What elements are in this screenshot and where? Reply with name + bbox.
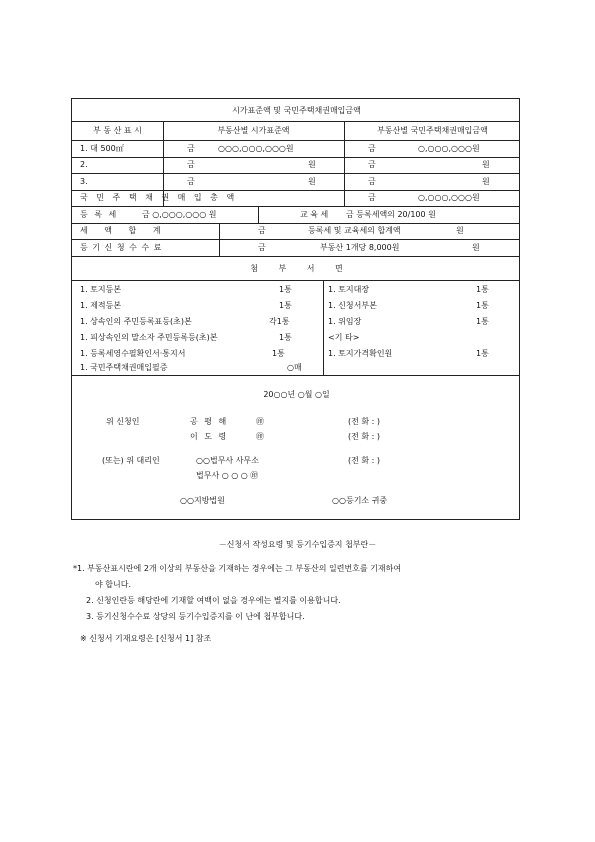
- tax-sum-label: 세 액 합 계: [80, 226, 161, 235]
- table-line: [72, 206, 519, 207]
- row-1-property: 1. 대 500㎡: [80, 144, 124, 153]
- education-tax-label: 교 육 세: [300, 210, 329, 219]
- row-2-bond-prefix: 금: [368, 160, 376, 169]
- attachment-right-3-count: 1통: [476, 317, 489, 326]
- attachment-left-2: 1. 제적등본: [80, 301, 122, 310]
- attachment-left-6-count: ○매: [287, 363, 302, 372]
- table-line: [72, 256, 519, 257]
- row-3-value-prefix: 금: [187, 177, 195, 186]
- table-line: [72, 157, 519, 158]
- tax-sum-prefix: 금: [258, 226, 266, 235]
- tax-sum-value: 등록세 및 교육세의 합계액: [308, 226, 401, 235]
- row-3-bond: 원: [482, 177, 490, 186]
- row-2-bond: 원: [482, 160, 490, 169]
- application-date: 20○○년 ○월 ○일: [263, 390, 330, 399]
- registration-tax-label: 등 록 세: [80, 210, 117, 219]
- agent-office: ○○법무사 사무소: [196, 456, 259, 465]
- row-2-property: 2.: [80, 160, 88, 169]
- attachment-right-5: 1. 토지가격확인원: [328, 349, 393, 358]
- table-line: [258, 206, 259, 223]
- row-3-property: 3.: [80, 177, 88, 186]
- attachment-right-2-count: 1통: [476, 301, 489, 310]
- education-tax-value: 금 등록세액의 20/100 원: [346, 210, 436, 219]
- attachment-left-2-count: 1통: [279, 301, 292, 310]
- table-title: 시가표준액 및 국민주택채권매입금액: [232, 106, 361, 115]
- attachment-left-3: 1. 상속인의 주민등록표등(초)본: [80, 317, 192, 326]
- row-3-bond-prefix: 금: [368, 177, 376, 186]
- tax-sum-unit: 원: [456, 226, 464, 235]
- row-2-value: 원: [308, 160, 316, 169]
- applicant-1-phone: (전 화 : ): [348, 417, 381, 426]
- attachment-right-1: 1. 토지대장: [328, 285, 370, 294]
- fee-label: 등 기 신 청 수 수 료: [80, 243, 162, 252]
- total-bond-value: ○,○○○,○○○원: [418, 193, 480, 202]
- attachment-right-1-count: 1통: [476, 285, 489, 294]
- registry-office: ○○등기소 귀중: [332, 496, 388, 505]
- table-line: [72, 280, 519, 281]
- row-1-value-prefix: 금: [187, 144, 195, 153]
- instruction-item-1: *1. 부동산표시란에 2개 이상의 부동산을 기재하는 경우에는 그 부동산의 일련번호를 기재하여: [73, 564, 402, 573]
- table-line: [72, 375, 519, 376]
- instruction-item-3: 3. 등기신청수수료 상당의 등기수입증지를 이 난에 첩부합니다.: [86, 612, 305, 621]
- table-line: [323, 280, 324, 375]
- fee-unit: 원: [472, 243, 480, 252]
- applicant-2-phone: (전 화 : ): [348, 432, 381, 441]
- attachment-right-4: <기 타>: [328, 333, 360, 342]
- table-line: [219, 223, 220, 256]
- fee-prefix: 금: [258, 243, 266, 252]
- row-1-bond: ○,○○○,○○○원: [418, 144, 480, 153]
- agent-phone: (전 화 : ): [348, 456, 381, 465]
- instruction-item-2: 2. 신청인란등 해당란에 기재할 여백이 없을 경우에는 별지를 이용합니다.: [86, 596, 341, 605]
- attachment-left-1-count: 1통: [279, 285, 292, 294]
- agent-name: 법무사 ○ ○ ○ ㊞: [196, 471, 259, 480]
- header-bond-amount: 부동산별 국민주택채권매입금액: [377, 126, 488, 135]
- table-line: [72, 140, 519, 141]
- row-2-value-prefix: 금: [187, 160, 195, 169]
- attachment-left-5-count: 1통: [272, 349, 285, 358]
- court-name: ○○지방법원: [180, 496, 225, 505]
- attachments-title: 첨 부 서 면: [250, 264, 343, 273]
- fee-value: 부동산 1개당 8,000원: [320, 243, 400, 252]
- attachment-left-4-count: 1통: [279, 333, 292, 342]
- attachment-left-4: 1. 피상속인의 말소자 주민등록등(초)본: [80, 333, 218, 342]
- applicant-label: 위 신청인: [106, 417, 140, 426]
- attachment-right-3: 1. 위임장: [328, 317, 362, 326]
- row-1-value: ○○○,○○○,○○○원: [218, 144, 294, 153]
- application-form-table: [71, 98, 520, 520]
- attachment-right-5-count: 1통: [476, 349, 489, 358]
- row-3-value: 원: [308, 177, 316, 186]
- applicant-1-name: 공 평 해: [190, 417, 227, 426]
- instructions-reference: ※ 신청서 기재요령은 [신청서 1] 참조: [80, 634, 212, 643]
- attachment-right-2: 1. 신청서부본: [328, 301, 377, 310]
- table-line: [72, 121, 519, 122]
- total-bond-prefix: 금: [368, 193, 376, 202]
- table-line: [72, 239, 519, 240]
- instructions-title: －신청서 작성요령 및 등기수입증지 첩부란－: [218, 540, 377, 549]
- attachment-left-1: 1. 토지등본: [80, 285, 122, 294]
- applicant-2-seal: ㊞: [256, 432, 264, 441]
- applicant-2-name: 이 도 령: [190, 432, 227, 441]
- registration-tax-value: 금 ○,○○○,○○○ 원: [142, 210, 217, 219]
- agent-label: (또는) 위 대리인: [102, 456, 160, 465]
- table-line: [72, 173, 519, 174]
- attachment-left-6: 1. 국민주택채권매입필증: [80, 363, 168, 372]
- row-1-bond-prefix: 금: [368, 144, 376, 153]
- header-standard-value: 부동산별 시가표준액: [217, 126, 290, 135]
- table-line: [72, 223, 519, 224]
- attachment-left-5: 1. 등록세영수필확인서·통지서: [80, 349, 186, 358]
- instruction-item-1-cont: 야 합니다.: [95, 580, 131, 589]
- attachment-left-3-count: 각1통: [269, 317, 290, 326]
- total-bond-label: 국 민 주 택 채 권 매 입 총 액: [80, 193, 235, 202]
- header-property: 부 동 산 표 시: [93, 126, 142, 135]
- table-line: [72, 190, 519, 191]
- applicant-1-seal: ㊞: [256, 417, 264, 426]
